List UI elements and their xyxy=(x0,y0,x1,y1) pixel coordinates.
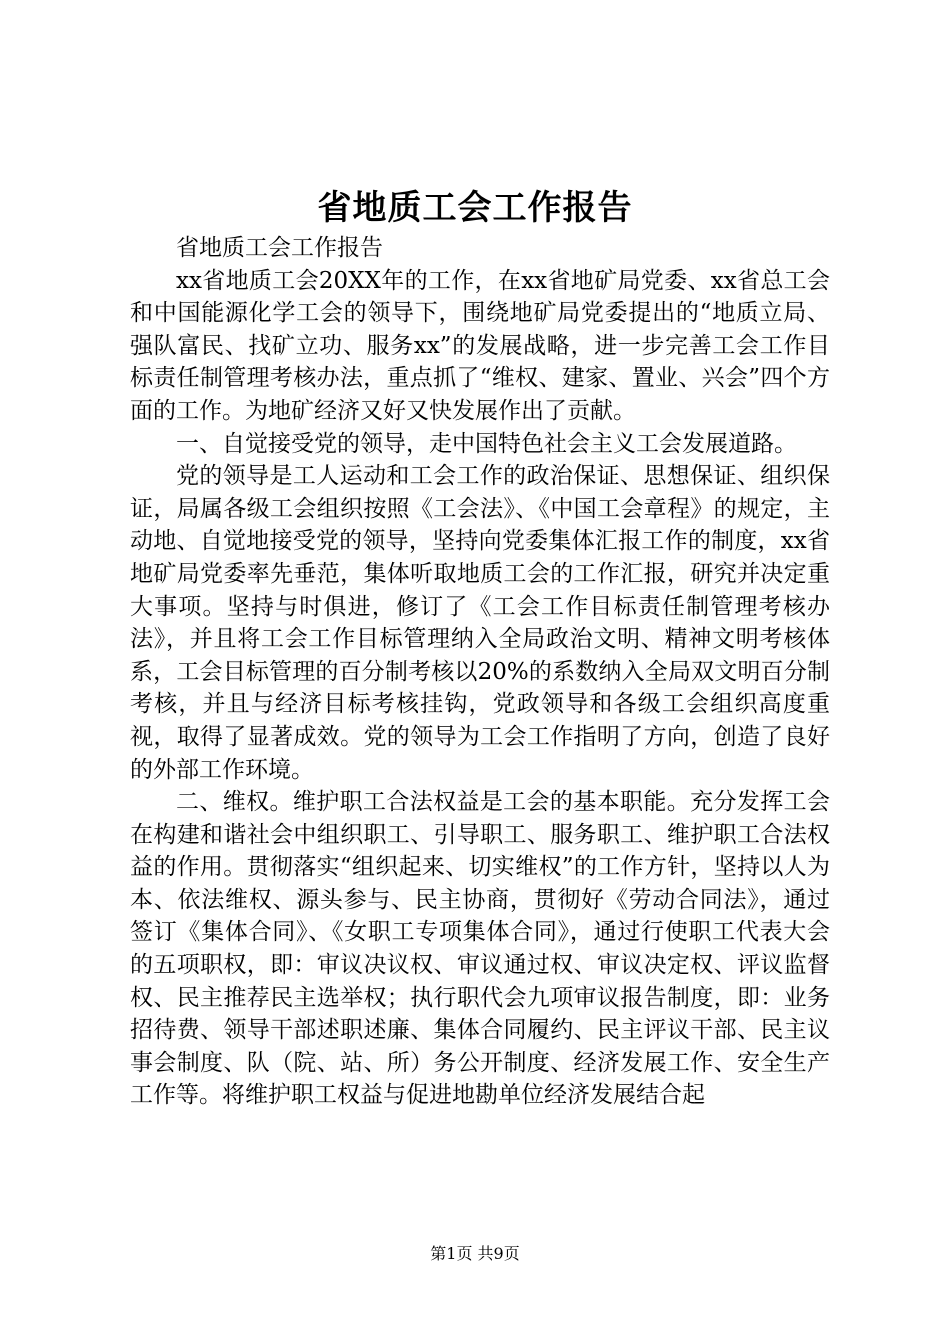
document-body xyxy=(130,232,830,1112)
paragraph-intro: xx省地质工会20XX年的工作，在xx省地矿局党委、xx省总工会和中国能源化学工会的领导下，围绕地矿局党委提出的“地质立局、强队富民、找矿立功、服务xx”的发展战略，进一步完善工会工作目标责任制管理考核办法，重点抓了“维权、建家、置业、兴会”四个方面的工作。为地矿经济又好又快发展作出了贡献。 xyxy=(130,267,830,424)
paragraph-section-2: 二、维权。维护职工合法权益是工会的基本职能。充分发挥工会在构建和谐社会中组织职工、引导职工、服务职工、维护职工合法权益的作用。贯彻落实“组织起来、切实维权”的工作方针，坚持以人为本、依法维权、源头参与、民主协商，贯彻好《劳动合同法》，通过签订《集体合同》、《女职工专项集体合同》，通过行使职工代表大会的五项职权，即：审议决议权、审议通过权、审议决定权、评议监督权、民主推荐民主选举权；执行职代会九项审议报告制度，即：业务招待费、领导干部述职述廉、集体合同履约、民主评议干部、民主议事会制度、队（院、站、所）务公开制度、经济发展工作、安全生产工作等。将维护职工权益与促进地勘单位经济发展结合起 xyxy=(130,789,830,1109)
paragraph-section-1-heading: 一、自觉接受党的领导，走中国特色社会主义工会发展道路。 xyxy=(176,430,797,457)
page-number-footer: 第1页 共9页 xyxy=(430,1244,520,1263)
document-title: 省地质工会工作报告 xyxy=(317,188,633,228)
paragraph-subtitle: 省地质工会工作报告 xyxy=(176,235,383,261)
paragraph-section-1-body: 党的领导是工人运动和工会工作的政治保证、思想保证、组织保证，局属各级工会组织按照《工会法》、《中国工会章程》的规定，主动地、自觉地接受党的领导，坚持向党委集体汇报工作的制度，xx省地矿局党委率先垂范，集体听取地质工会的工作汇报，研究并决定重大事项。坚持与时俱进，修订了《工会工作目标责任制管理考核办法》，并且将工会工作目标管理纳入全局政治文明、精神文明考核体系，工会目标管理的百分制考核以20%的系数纳入全局双文明百分制考核，并且与经济目标考核挂钩，党政领导和各级工会组织高度重视，取得了显著成效。党的领导为工会工作指明了方向，创造了良好的外部工作环境。 xyxy=(130,463,830,783)
